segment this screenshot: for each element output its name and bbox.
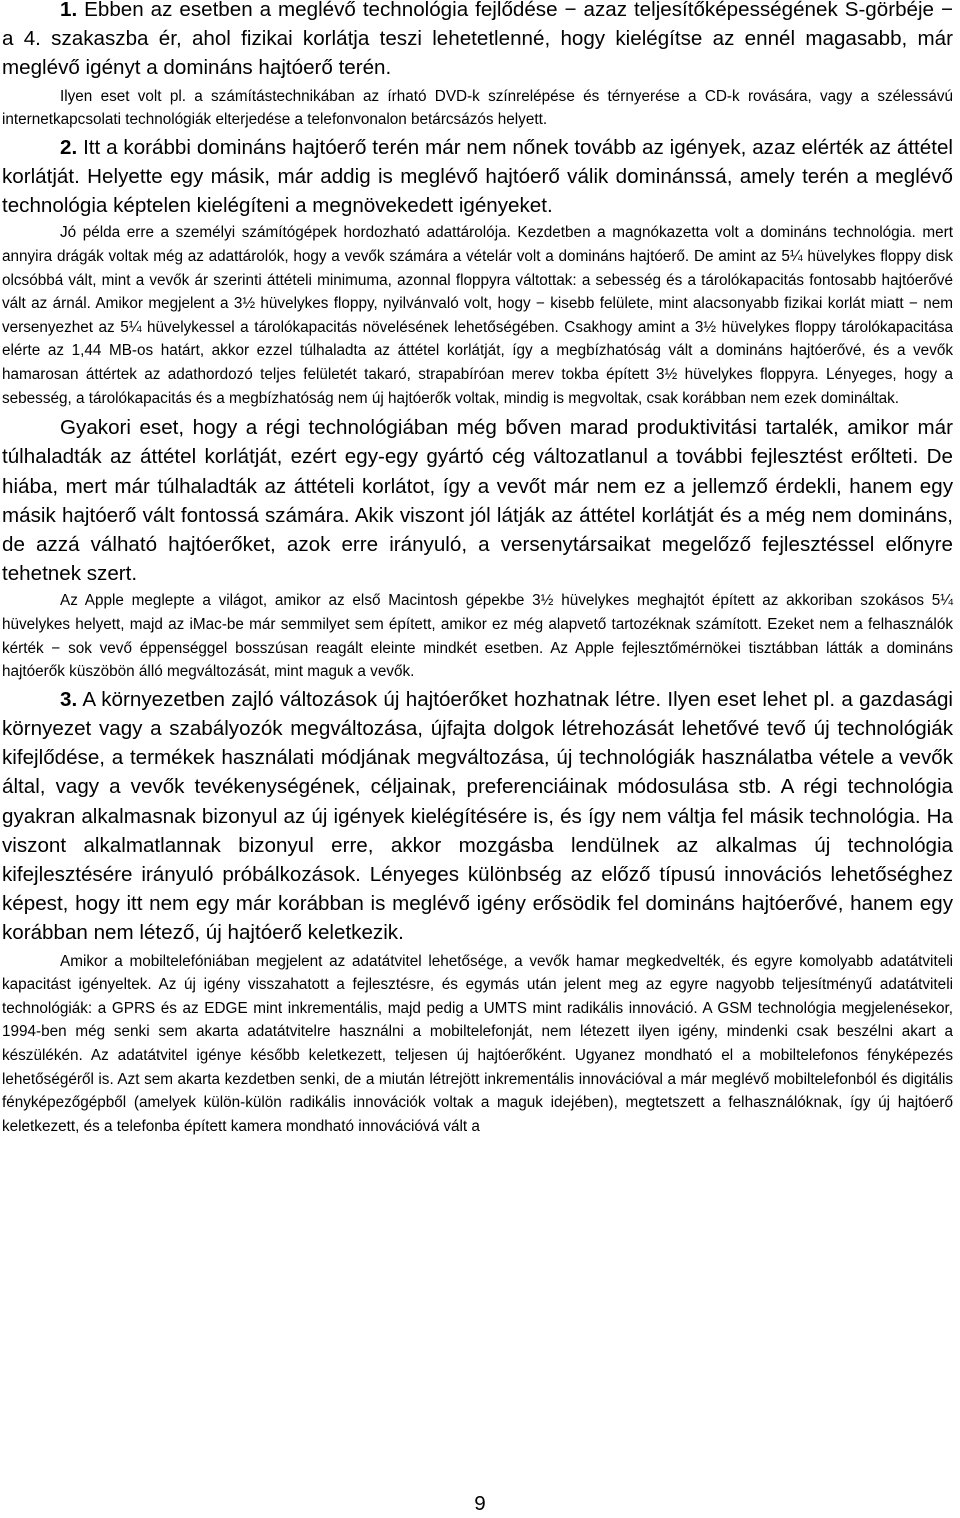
example-paragraph-1	[2, 85, 953, 132]
paragraph-text: Ilyen eset volt pl. a számítástechnikában az írható DVD-k színrelépése és térnyerése a CD-k rovására, vagy a szélessávú internetkapcsolati technológiák elterjedése a telefonvonalon betárcsázós helyett.	[2, 87, 953, 129]
page-number: 9	[474, 1492, 486, 1515]
list-number: 3.	[60, 687, 78, 711]
paragraph-case-2	[2, 133, 953, 221]
paragraph-text: Itt a korábbi domináns hajtóerő terén már nem nőnek tovább az igények, azaz elérték az áttétel korlátját. Helyette egy másik, már addig is meglévő hajtóerő válik dominánssá, amely terén a meglévő technológia képtelen kielégíteni a megnövekedett igényeket.	[2, 135, 953, 218]
paragraph-text: Az Apple meglepte a világot, amikor az első Macintosh gépekbe 3½ hüvelykes meghajtót épített az akkoriban szokásos 5¼ hüvelykes helyett, majd az iMac-be már semmilyet sem épített, amikor ez még alapvető tartozéknak számított. Ezeket nem a felhasználók kérték − sok vevő éppenséggel bosszúsan reagált eleinte mindkét esetben. Az Apple fejlesztőmérnökei tisztábban látták a domináns hajtóerők küszöbön álló megváltozását, mint maguk a vevők.	[2, 592, 953, 681]
paragraph-case-1	[2, 0, 953, 83]
paragraph-text: Ebben az esetben a meglévő technológia fejlődése − azaz teljesítőképességének S-görbéje − a 4. szakaszba ér, ahol fizikai korlátja teszi lehetetlenné, hogy kielégítse az ennél magasabb, már meglévő igényt a domináns hajtóerő terén.	[2, 0, 953, 80]
list-number: 1.	[60, 0, 78, 21]
paragraph-text: A környezetben zajló változások új hajtóerőket hozhatnak létre. Ilyen eset lehet pl. a gazdasági környezet vagy a szabályozók megváltozása, újfajta dolgok létrehozását lehetővé tevő új technológiák kifejlődése, a termékek használati módjának megváltozása, új technológiák használatba vétele a vevők által, vagy a vevők tevékenységének, céljainak, preferenciáinak módosulása stb. A régi technológia gyakran alkalmasnak bizonyul az új igények kielégítésére is, és így nem váltja fel másik technológia. Ha viszont alkalmatlannak bizonyul erre, akkor mozgásba lendülnek az alkalmas új technológia kifejlesztésére irányuló próbálkozások. Lényeges különbség az előző típusú innovációs lehetőséghez képest, hogy itt nem egy már korábban is meglévő igény erősödik fel domináns hajtóerővé, hanem egy korábban nem létező, új hajtóerő keletkezik.	[2, 687, 954, 945]
paragraph-text: Gyakori eset, hogy a régi technológiában még bőven marad produktivitási tartalék, amikor már túlhaladták az áttétel korlátját, ezért egy-egy gyártó cég változatlanul a további fejlesztést erőlteti. De hiába, mert már túlhaladták az áttételi korlátot, így a vevőt már nem ez a jellemző érdekli, hanem egy másik hajtóerő vált fontossá számára. Akik viszont jól látják az áttétel korlátját és a még nem domináns, de azzá válható hajtóerőket, azok erre irányuló, a versenytársaikat megelőző fejlesztéssel előnyre tehetnek szert.	[2, 416, 953, 586]
body-paragraph	[2, 413, 953, 588]
list-number: 2.	[60, 135, 78, 159]
example-paragraph-2	[2, 221, 953, 410]
example-paragraph-4	[2, 950, 953, 1139]
paragraph-case-3	[2, 685, 953, 948]
paragraph-text: Jó példa erre a személyi számítógépek hordozható adattárolója. Kezdetben a magnókazetta volt a domináns technológia. mert annyira drágák voltak még az adattárolók, hogy a vevők számára a vételár volt a domináns hajtóerő. De amint az 5¼ hüvelykes floppy disk olcsóbbá vált, mint a vevők ár szerinti áttételi minimuma, azonnal floppyra váltottak: a sebesség és a tárolókapacitás fontosabb hajtóerővé vált az árnál. Amikor megjelent a 3½ hüvelykes floppy, nyilvánvaló volt, hogy − kisebb felülete, mint alacsonyabb fizikai korlát miatt − nem versenyezhet az 5¼ hüvelykessel a tárolókapacitás növelésének lehetőségében. Csakhogy amint a 3½ hüvelykes floppy tárolókapacitása elérte az 1,44 MB-os határt, akkor ezzel túlhaladta az áttétel korlátját, így a megbízhatóság vált a domináns hajtóerővé, és a vevők hamarosan áttértek az adathordozó teljes felületét takaró, strapabíróan merev tokba épített 3½ hüvelykes floppyra. Lényeges, hogy a sebesség, a tárolókapacitás és a megbízhatóság nem új hajtóerők voltak, mindig is megvoltak, csak korábban nem ezek domináltak.	[2, 224, 953, 407]
paragraph-text: Amikor a mobiltelefóniában megjelent az adatátvitel lehetősége, a vevők hamar megkedvelték, és egyre komolyabb adatátviteli kapacitást igényeltek. Az új igény visszahatott a fejlesztésre, és egymás után jelent meg az egyre nagyobb teljesítményű adatátviteli technológiák: a GPRS és az EDGE mint inkrementális, majd pedig a UMTS mint radikális innováció. A GSM technológia megjelenésekor, 1994-ben még senki sem akarta adatátvitelre használni a mobiltelefonját, nem létezett ilyen igény, mindenki csak beszélni akart a készülékén. Az adatátvitel igénye később keletkezett, teljesen új hajtóerőként. Ugyanez mondható el a mobiltelefonos fényképezés lehetőségéről is. Azt sem akarta kezdetben senki, de a miután létrejött inkrementális innovációval a már meglévő mobiltelefonból és digitális fényképezőgépből (amelyek külön-külön radikális innovációk voltak a maguk idejében), megtetszett a felhasználóknak, így új hajtóerő keletkezett, és a telefonba épített kamera mondható innovációvá vált a	[2, 952, 953, 1135]
example-paragraph-3	[2, 589, 953, 683]
